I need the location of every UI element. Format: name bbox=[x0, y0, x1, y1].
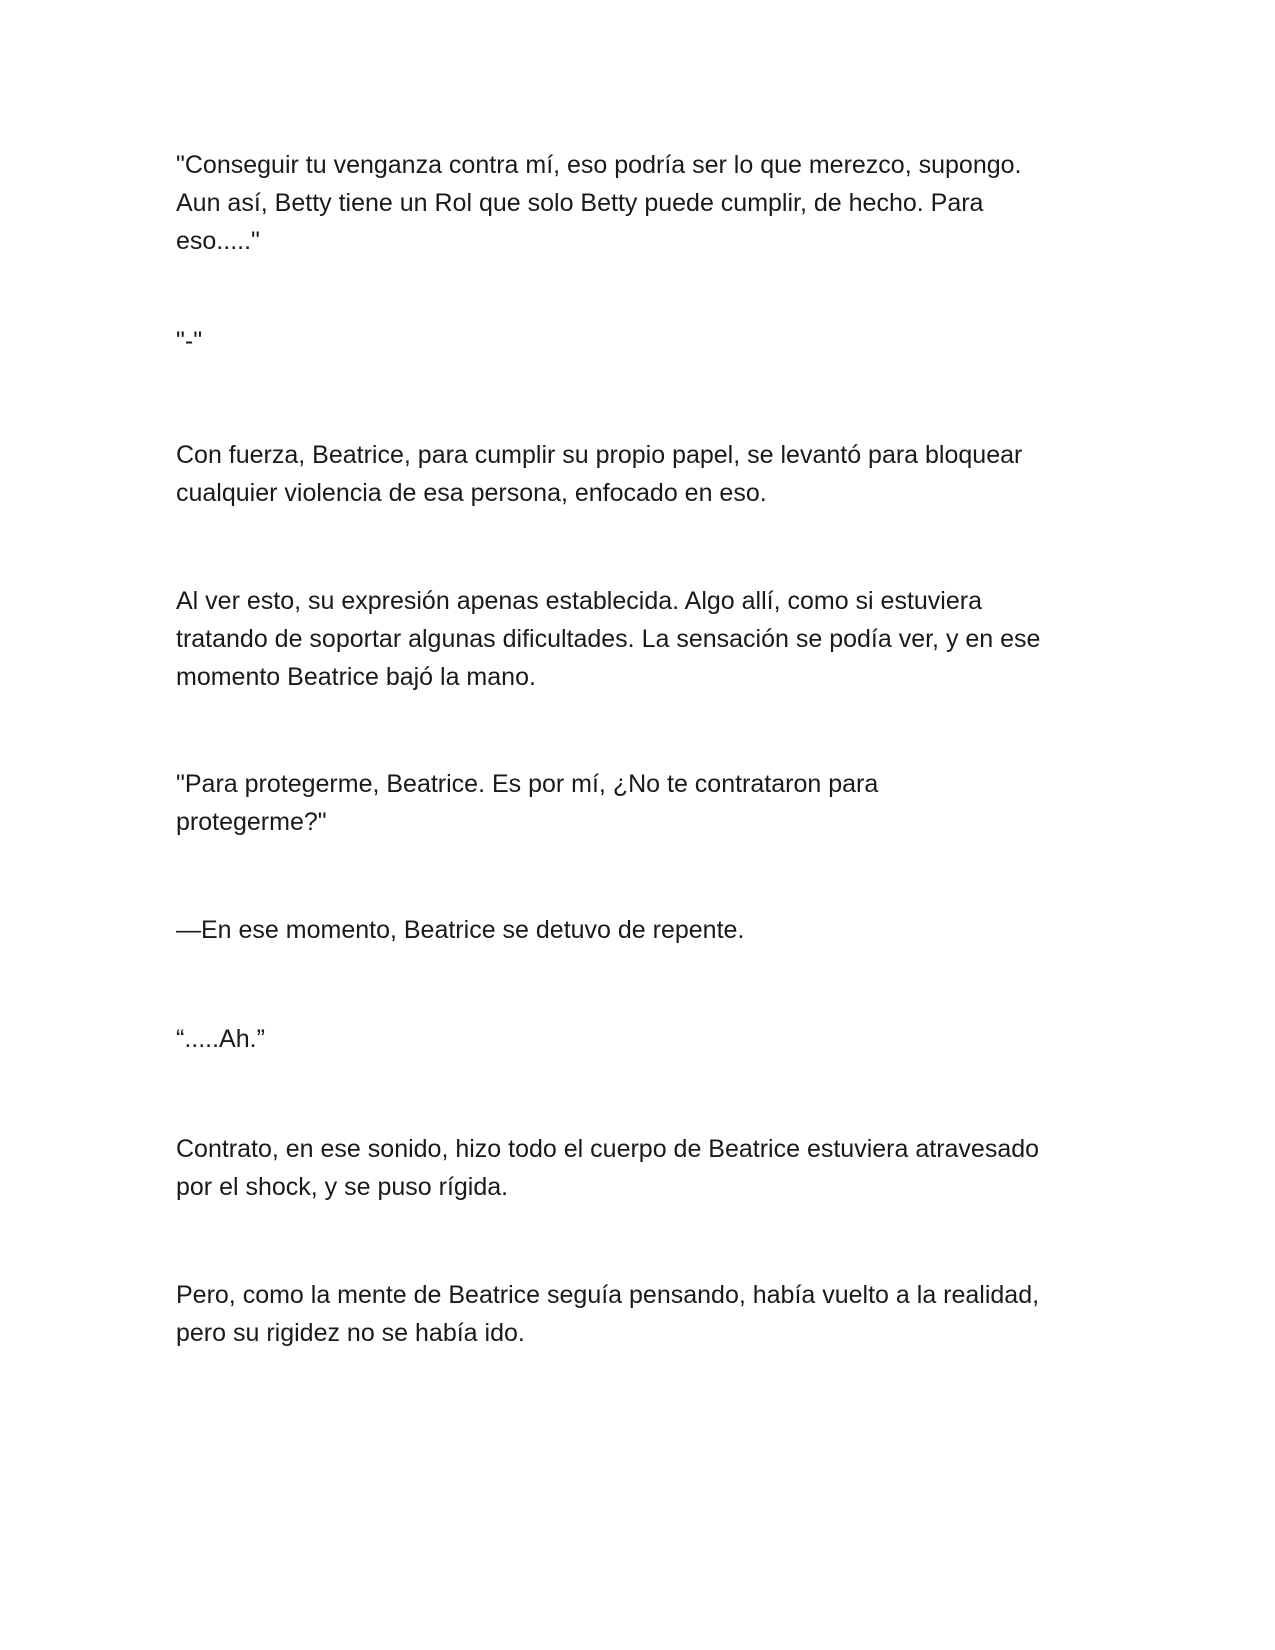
paragraph-3 bbox=[176, 436, 1106, 512]
paragraph-line: momento Beatrice bajó la mano. bbox=[176, 663, 536, 691]
paragraph-line: "-" bbox=[176, 327, 203, 355]
paragraph-line: eso....." bbox=[176, 227, 260, 255]
paragraph-8 bbox=[176, 1130, 1106, 1206]
paragraph-line: cualquier violencia de esa persona, enfocado en eso. bbox=[176, 479, 767, 507]
paragraph-line: tratando de soportar algunas dificultades. La sensación se podía ver, y en ese bbox=[176, 625, 1041, 653]
paragraph-4 bbox=[176, 582, 1106, 696]
paragraph-line: Pero, como la mente de Beatrice seguía pensando, había vuelto a la realidad, bbox=[176, 1281, 1040, 1309]
paragraph-line: Al ver esto, su expresión apenas establecida. Algo allí, como si estuviera bbox=[176, 587, 982, 615]
paragraph-1 bbox=[176, 146, 1106, 260]
paragraph-7 bbox=[176, 1020, 1106, 1058]
paragraph-line: protegerme?" bbox=[176, 808, 327, 836]
paragraph-line: Contrato, en ese sonido, hizo todo el cuerpo de Beatrice estuviera atravesado bbox=[176, 1135, 1040, 1163]
paragraph-line: por el shock, y se puso rígida. bbox=[176, 1173, 509, 1201]
paragraph-5 bbox=[176, 765, 1106, 841]
paragraph-line: Con fuerza, Beatrice, para cumplir su propio papel, se levantó para bloquear bbox=[176, 441, 1023, 469]
paragraph-9 bbox=[176, 1276, 1106, 1352]
paragraph-line: Aun así, Betty tiene un Rol que solo Betty puede cumplir, de hecho. Para bbox=[176, 189, 984, 217]
paragraph-line: "Conseguir tu venganza contra mí, eso podría ser lo que merezco, supongo. bbox=[176, 151, 1022, 179]
paragraph-line: “.....Ah.” bbox=[176, 1025, 265, 1053]
paragraph-line: —En ese momento, Beatrice se detuvo de repente. bbox=[176, 916, 745, 944]
paragraph-line: "Para protegerme, Beatrice. Es por mí, ¿No te contrataron para bbox=[176, 770, 879, 798]
paragraph-2 bbox=[176, 322, 1106, 360]
paragraph-line: pero su rigidez no se había ido. bbox=[176, 1319, 525, 1347]
paragraph-6 bbox=[176, 911, 1106, 949]
